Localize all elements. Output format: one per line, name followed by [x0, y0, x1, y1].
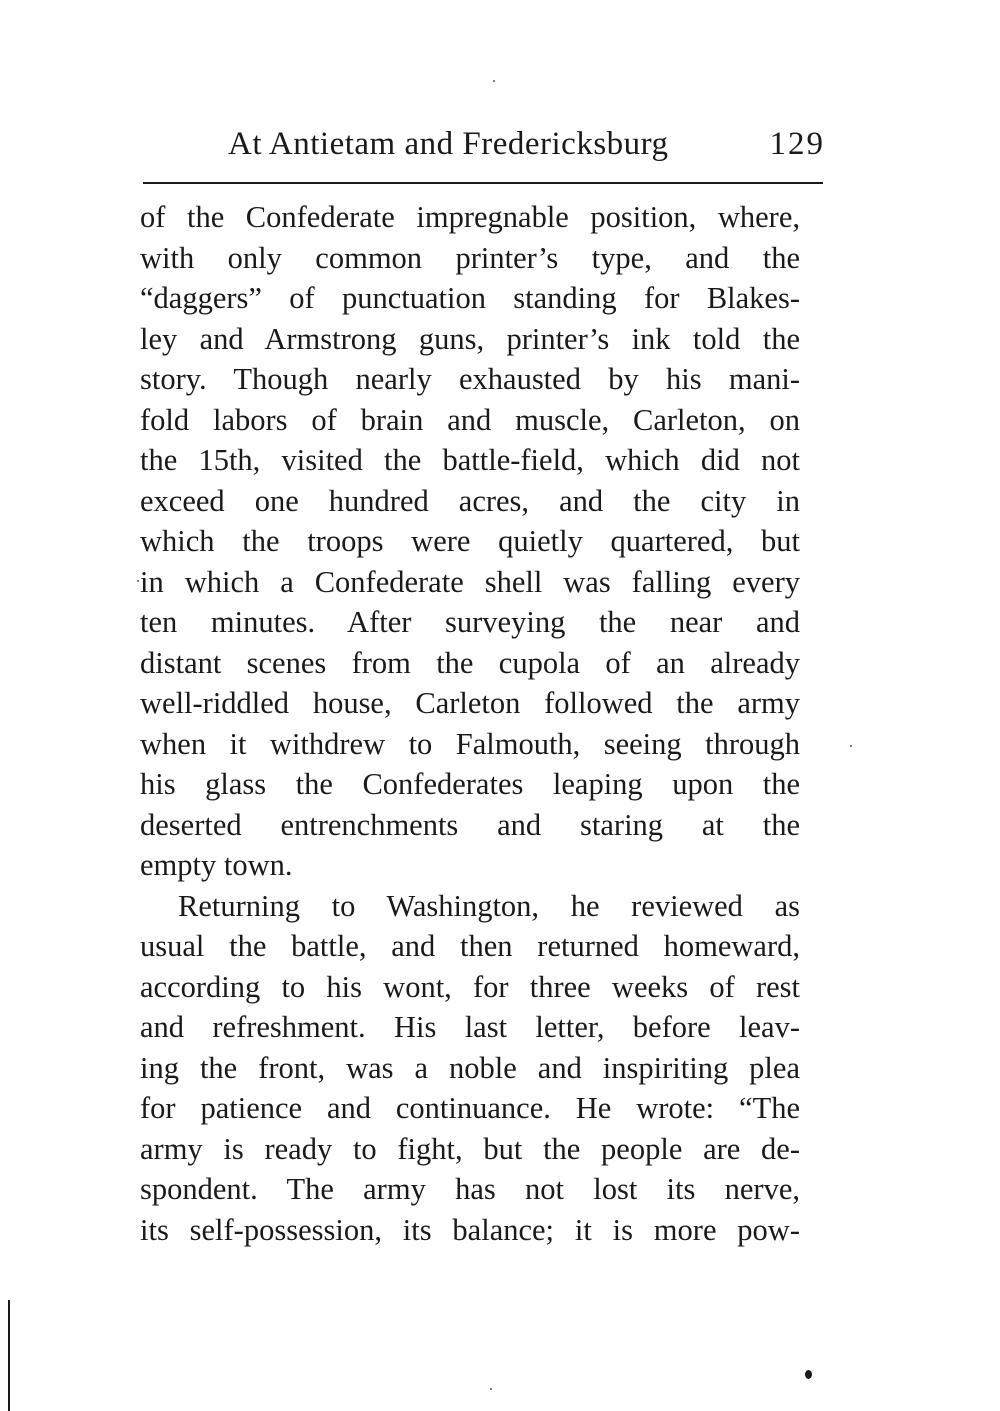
text-line: with only common printer’s type, and the — [140, 240, 800, 275]
running-head-title: At Antietam and Fredericksburg — [228, 126, 669, 162]
text-line: fold labors of brain and muscle, Carleton, on — [140, 402, 800, 437]
text-line: exceed one hundred acres, and the city in — [140, 483, 800, 518]
text-line: spondent. The army has not lost its nerve, — [140, 1172, 800, 1206]
text-line: for patience and continuance. He wrote: “The — [140, 1091, 800, 1125]
scan-speck — [493, 80, 495, 82]
scan-dot — [805, 1370, 812, 1379]
text-line: ley and Armstrong guns, printer’s ink told the — [140, 321, 800, 356]
text-line: well-riddled house, Carleton followed the army — [140, 686, 800, 720]
text-line: according to his wont, for three weeks of rest — [140, 969, 800, 1004]
text-line: of the Confederate impregnable position, where, — [140, 200, 800, 234]
text-line: when it withdrew to Falmouth, seeing through — [140, 726, 800, 761]
scan-margin-mark — [8, 1300, 10, 1411]
body-text — [140, 197, 800, 1250]
paragraph-start-line: Returning to Washington, he reviewed as — [178, 888, 800, 923]
text-line: its self-possession, its balance; it is more pow- — [140, 1212, 800, 1247]
text-line: deserted entrenchments and staring at the — [140, 807, 800, 842]
page-number: 129 — [769, 126, 825, 162]
scan-speck — [137, 580, 139, 582]
running-head — [140, 126, 825, 176]
header-rule — [143, 182, 823, 184]
text-line: the 15th, visited the battle-field, which did not — [140, 443, 800, 477]
text-line: his glass the Confederates leaping upon the — [140, 767, 800, 801]
text-line: in which a Confederate shell was falling every — [140, 564, 800, 599]
text-line: story. Though nearly exhausted by his mani- — [140, 362, 800, 396]
text-line: army is ready to fight, but the people are de- — [140, 1131, 800, 1166]
text-line: ten minutes. After surveying the near and — [140, 605, 800, 639]
scan-speck — [490, 1388, 492, 1390]
text-line: usual the battle, and then returned homeward, — [140, 929, 800, 963]
text-line: and refreshment. His last letter, before leav- — [140, 1010, 800, 1044]
text-line: ing the front, was a noble and inspiriting plea — [140, 1050, 800, 1085]
scan-speck — [850, 745, 852, 747]
text-line: “daggers” of punctuation standing for Blakes- — [140, 281, 800, 315]
text-line: distant scenes from the cupola of an already — [140, 645, 800, 680]
text-line: which the troops were quietly quartered, but — [140, 524, 800, 558]
paragraph-end-line: empty town. — [140, 848, 293, 882]
